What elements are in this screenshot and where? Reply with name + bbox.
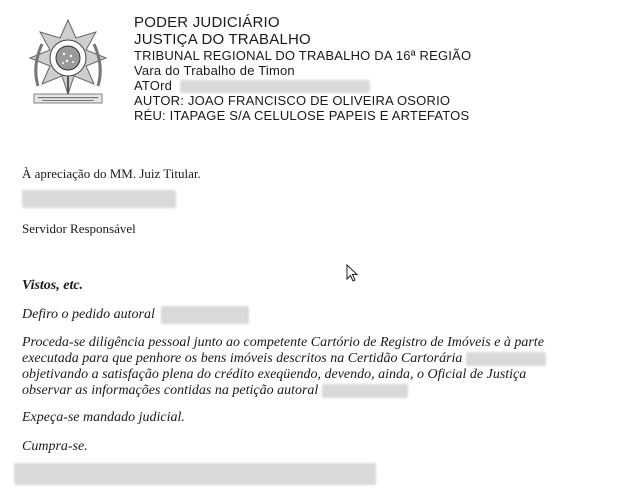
apreciacao-text: À apreciação do MM. Juiz Titular. — [22, 166, 201, 181]
redacted-signature-block — [14, 463, 376, 485]
redacted-certidao — [466, 352, 546, 366]
proceda-line-3: objetivando a satisfação plena do crédito exeqüendo, devendo, ainda, o Oficial de Justiça — [22, 367, 527, 382]
document-header — [134, 14, 471, 123]
header-line-vara: Vara do Trabalho de Timon — [134, 63, 295, 78]
header-line-atord — [134, 78, 471, 93]
header-line-justica: JUSTIÇA DO TRABALHO — [134, 31, 311, 48]
redacted-peticao — [322, 384, 408, 398]
redacted-process-number — [180, 80, 370, 93]
defiro-text: Defiro o pedido autoral — [22, 307, 155, 323]
header-line-tribunal: TRIBUNAL REGIONAL DO TRABALHO DA 16ª REGIÃO — [134, 48, 472, 63]
coat-of-arms-icon — [24, 16, 112, 112]
proceda-paragraph — [22, 335, 632, 399]
mouse-pointer-icon — [346, 264, 358, 287]
redacted-reference — [161, 306, 249, 324]
atord-label: ATOrd — [134, 78, 173, 93]
proceda-line-1: Proceda-se diligência pessoal junto ao competente Cartório de Registro de Imóveis e à parte — [22, 335, 544, 350]
cumpra-text: Cumpra-se. — [22, 439, 88, 454]
redacted-name — [22, 190, 176, 208]
proceda-line-4-text: observar as informações contidas na petição autoral — [22, 383, 319, 398]
header-line-poder: PODER JUDICIÁRIO — [134, 14, 280, 31]
proceda-line-4 — [22, 383, 632, 399]
expeca-text: Expeça-se mandado judicial. — [22, 410, 185, 425]
vistos-text: Vistos, etc. — [22, 278, 84, 293]
proceda-line-2 — [22, 351, 632, 367]
header-line-autor: AUTOR: JOAO FRANCISCO DE OLIVEIRA OSORIO — [134, 93, 451, 109]
servidor-text: Servidor Responsável — [22, 221, 136, 236]
proceda-line-2-text: executada para que penhore os bens imóveis descritos na Certidão Cartorária — [22, 351, 463, 366]
header-line-reu: RÉU: ITAPAGE S/A CELULOSE PAPEIS E ARTEFATOS — [134, 108, 470, 124]
defiro-line — [22, 306, 249, 324]
